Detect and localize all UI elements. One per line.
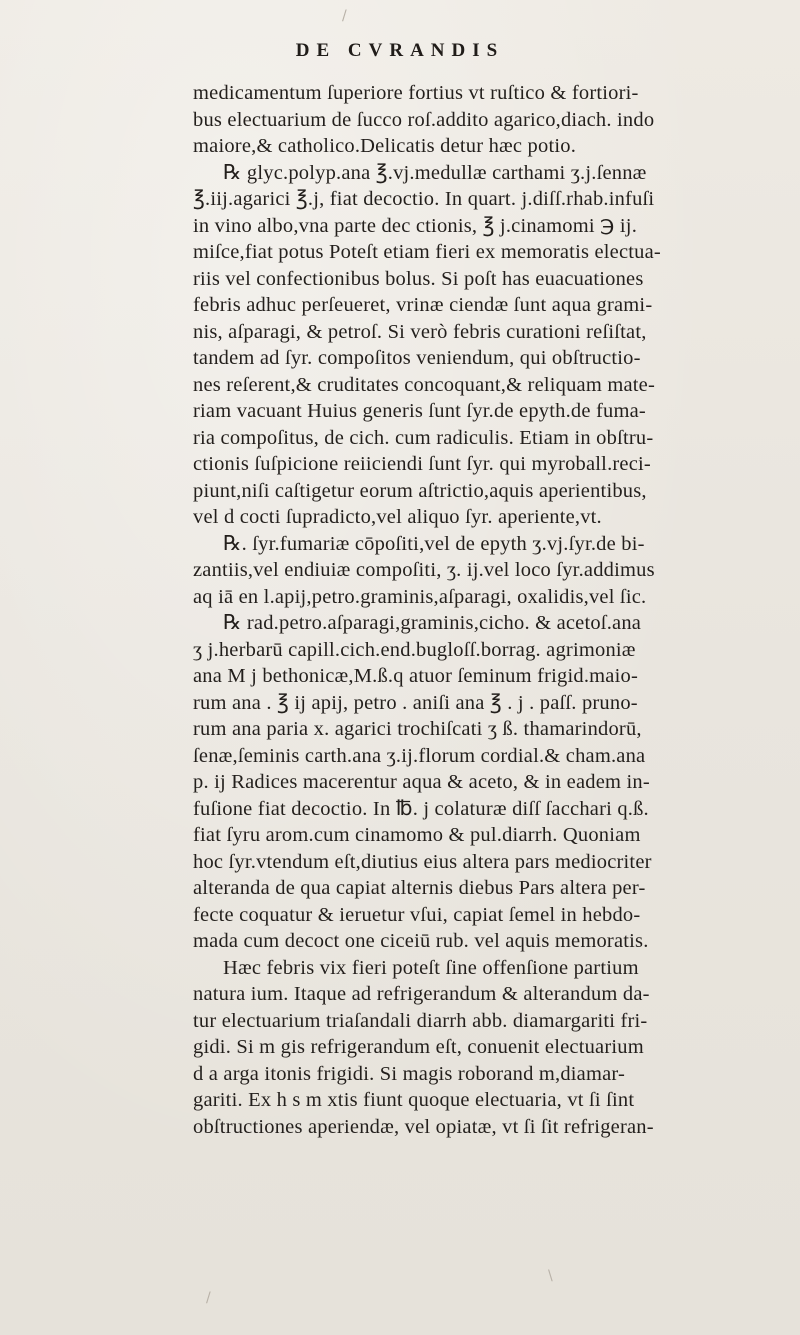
text-line: nes reſerent,& cruditates concoquant,& reliquam mate- <box>193 373 655 396</box>
text-line: rum ana . ℥ ij apij, petro . aniſi ana ℥ . j . paſſ. pruno- <box>193 691 638 714</box>
margin-mark: / <box>206 1290 211 1306</box>
text-line: alteranda de qua capiat alternis diebus Pars altera per- <box>193 877 646 899</box>
margin-mark: / <box>342 8 347 24</box>
text-line: vel d cocti ſupradicto,vel aliquo ſyr. aperiente,vt. <box>193 506 602 528</box>
recipe-line: ℞ rad.petro.aſparagi,graminis,cicho. & acetoſ.ana <box>223 612 642 634</box>
text-line: medicamentum ſuperiore fortius vt ruſtico & fortiori- <box>193 82 639 104</box>
text-line: gariti. Ex h s m xtis fiunt quoque electuaria, vt ſi ſint <box>193 1089 635 1111</box>
text-line: gidi. Si m gis refrigerandum eſt, conuenit electuarium <box>193 1036 644 1058</box>
text-line: ſenæ,ſeminis carth.ana ʒ.ij.florum cordial.& cham.ana <box>193 744 646 767</box>
text-line: tur electuarium triaſandali diarrh abb. diamargariti fri- <box>193 1009 648 1032</box>
text-line: ℥.iij.agarici ℥.j, fiat decoctio. In quart. j.diſſ.rhab.infuſi <box>193 188 655 210</box>
text-line: rum ana paria x. agarici trochiſcati ʒ ß. thamarindorū, <box>193 718 642 740</box>
text-line: bus electuarium de ſucco roſ.addito agarico,diach. indo <box>193 108 655 131</box>
recipe-line: ℞ glyc.polyp.ana ℥.vj.medullæ carthami ʒ.j.ſennæ <box>223 161 647 184</box>
text-line: ria compoſitus, de cich. cum radiculis. Etiam in obſtru- <box>193 426 654 449</box>
running-head: DE CVRANDIS <box>295 40 505 61</box>
text-line: riam vacuant Huius generis ſunt ſyr.de epyth.de fuma- <box>193 400 646 422</box>
text-line: fecte coquatur & ieruetur vſui, capiat ſemel in hebdo- <box>193 903 641 926</box>
text-line: zantiis,vel endiuiæ compoſiti, ʒ. ij.vel loco ſyr.addimus <box>193 559 655 581</box>
text-line: in vino albo,vna parte dec ctionis, ℥ j.cinamomi ℈ ij. <box>193 214 638 237</box>
margin-mark: \ <box>548 1268 553 1284</box>
text-line: natura ium. Itaque ad refrigerandum & alterandum da- <box>193 983 650 1005</box>
text-line: p. ij Radices macerentur aqua & aceto, & in eadem in- <box>193 771 650 793</box>
text-line: fuſione fiat decoctio. In ℔. j colaturæ diſſ ſacchari q.ß. <box>193 797 649 820</box>
text-line: miſce,fiat potus Poteſt etiam fieri ex memoratis electua- <box>193 241 661 263</box>
text-line: ʒ j.herbarū capill.cich.end.bugloſſ.borrag. agrimoniæ <box>193 638 636 661</box>
text-line: ana M j bethonicæ,M.ß.q atuor ſeminum frigid.maio- <box>193 665 638 687</box>
text-line: aq iā en l.apij,petro.graminis,aſparagi, oxalidis,vel ſic. <box>193 585 647 608</box>
text-line: obſtructiones aperiendæ, vel opiatæ, vt ſi ſit refrigeran- <box>193 1115 654 1138</box>
text-line: piunt,niſi caſtigetur eorum aſtrictio,aquis aperientibus, <box>193 479 647 502</box>
text-line: riis vel confectionibus bolus. Si poſt has euacuationes <box>193 267 644 290</box>
text-line: maiore,& catholico.Delicatis detur hæc potio. <box>193 135 577 157</box>
paragraph-start-line: Hæc febris vix fieri poteſt ſine offenſione partium <box>223 956 639 979</box>
text-line: fiat ſyru arom.cum cinamomo & pul.diarrh. Quoniam <box>193 824 641 846</box>
text-line: mada cum decoct one ciceiū rub. vel aquis memoratis. <box>193 930 649 952</box>
text-line: hoc ſyr.vtendum eſt,diutius eius altera pars mediocriter <box>193 850 652 873</box>
text-line: nis, aſparagi, & petroſ. Si verò febris curationi reſiſtat, <box>193 320 647 343</box>
body-text <box>193 80 773 1140</box>
text-line: d a arga itonis frigidi. Si magis roborand m,diamar- <box>193 1062 626 1085</box>
text-line: ctionis ſuſpicione reiiciendi ſunt ſyr. qui myroball.reci- <box>193 453 651 475</box>
text-line: febris adhuc perſeueret, vrinæ ciendæ ſunt aqua grami- <box>193 294 653 316</box>
text-line: tandem ad ſyr. compoſitos veniendum, qui obſtructio- <box>193 347 641 369</box>
recipe-line: ℞. ſyr.fumariæ cōpoſiti,vel de epyth ʒ.vj.ſyr.de bi- <box>223 532 645 555</box>
